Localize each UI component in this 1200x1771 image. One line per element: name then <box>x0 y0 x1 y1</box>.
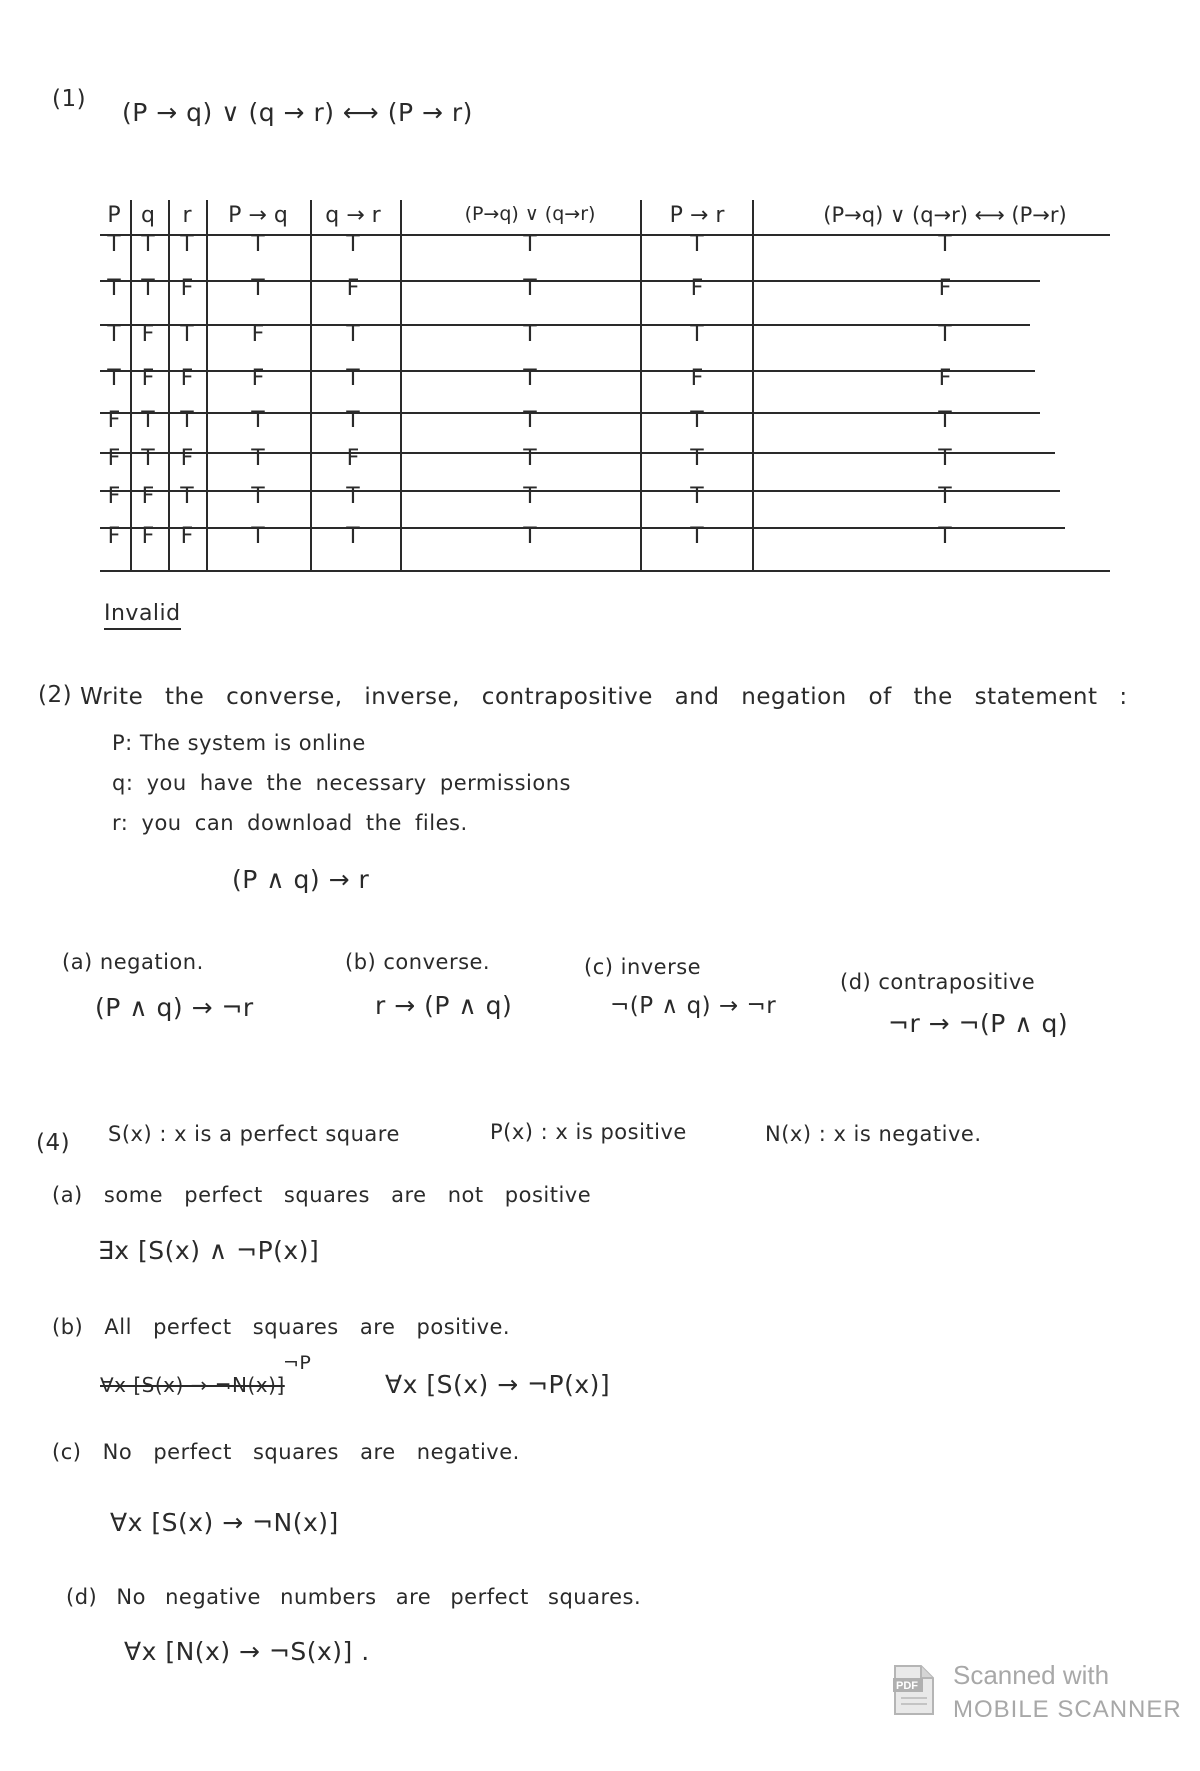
table-cell: T <box>523 524 537 549</box>
table-cell: F <box>141 524 155 549</box>
truth-table <box>100 200 1110 585</box>
table-cell: T <box>346 366 360 391</box>
question-4-number: (4) <box>36 1130 71 1156</box>
row-rule <box>100 370 1035 372</box>
table-cell: F <box>107 524 121 549</box>
part-4c-expression: ∀x [S(x) → ¬N(x)] <box>110 1508 339 1537</box>
table-cell: T <box>107 322 121 347</box>
column-divider <box>130 200 132 572</box>
question-1-number: (1) <box>52 86 87 112</box>
table-header-r: r <box>182 203 192 228</box>
table-header-p-implies-r: P → r <box>669 203 725 228</box>
table-cell: T <box>523 408 537 433</box>
question-2-number: (2) <box>38 682 73 708</box>
table-cell: T <box>251 408 265 433</box>
table-cell: F <box>180 276 194 301</box>
table-cell: T <box>346 524 360 549</box>
definition-q: q: you have the necessary permissions <box>112 771 571 795</box>
table-header-q: q <box>141 203 155 228</box>
table-cell: T <box>523 484 537 509</box>
row-rule <box>100 452 1055 454</box>
part-4c-text: (c) No perfect squares are negative. <box>52 1440 520 1464</box>
table-cell: T <box>690 446 704 471</box>
table-cell: T <box>251 446 265 471</box>
table-cell: T <box>523 276 537 301</box>
part-a-expression: (P ∧ q) → ¬r <box>95 993 254 1022</box>
table-cell: T <box>690 524 704 549</box>
table-cell: F <box>107 408 121 433</box>
part-b-label: (b) converse. <box>345 950 491 974</box>
table-cell: T <box>938 446 952 471</box>
definition-p-of-x: P(x) : x is positive <box>490 1120 687 1144</box>
table-cell: T <box>346 408 360 433</box>
part-a-label: (a) negation. <box>62 950 204 974</box>
table-cell: F <box>251 366 265 391</box>
table-cell: T <box>251 484 265 509</box>
row-rule <box>100 280 1040 282</box>
table-cell: T <box>180 484 194 509</box>
column-divider <box>752 200 754 572</box>
table-header-biconditional: (P→q) ∨ (q→r) ⟷ (P→r) <box>823 203 1067 227</box>
table-cell: T <box>523 446 537 471</box>
table-cell: T <box>141 232 155 257</box>
part-d-expression: ¬r → ¬(P ∧ q) <box>888 1009 1069 1038</box>
definition-p: P: The system is online <box>112 731 366 755</box>
table-header-p: P <box>107 203 121 228</box>
watermark-line-2: MOBILE SCANNER <box>953 1696 1182 1723</box>
table-cell: T <box>690 484 704 509</box>
table-cell: F <box>690 366 704 391</box>
compound-statement: (P ∧ q) → r <box>232 865 370 894</box>
table-cell: T <box>938 322 952 347</box>
table-header-p-implies-q: P → q <box>228 203 288 228</box>
table-cell: T <box>346 322 360 347</box>
table-cell: F <box>346 276 360 301</box>
table-header-q-implies-r: q → r <box>325 203 381 228</box>
bottom-rule <box>100 570 1110 572</box>
row-rule <box>100 412 1040 414</box>
table-cell: T <box>346 232 360 257</box>
part-4d-expression: ∀x [N(x) → ¬S(x)] . <box>124 1637 370 1666</box>
row-rule <box>100 324 1030 326</box>
definition-n-of-x: N(x) : x is negative. <box>765 1122 982 1146</box>
table-cell: T <box>346 484 360 509</box>
table-cell: F <box>107 484 121 509</box>
row-rule <box>100 490 1060 492</box>
watermark-line-1: Scanned with <box>953 1660 1110 1690</box>
table-cell: T <box>690 322 704 347</box>
part-4b-expression: ∀x [S(x) → ¬P(x)] <box>385 1370 611 1399</box>
part-4d-text: (d) No negative numbers are perfect squares. <box>66 1585 642 1609</box>
column-divider <box>206 200 208 572</box>
table-cell: F <box>141 484 155 509</box>
table-cell: T <box>251 276 265 301</box>
part-c-expression: ¬(P ∧ q) → ¬r <box>610 993 777 1019</box>
table-cell: T <box>180 322 194 347</box>
table-cell: T <box>107 276 121 301</box>
pdf-icon-label: PDF <box>896 1680 918 1692</box>
column-divider <box>400 200 402 572</box>
table-cell: F <box>180 366 194 391</box>
table-cell: T <box>938 484 952 509</box>
table-cell: T <box>938 232 952 257</box>
table-cell: F <box>180 446 194 471</box>
table-cell: T <box>141 408 155 433</box>
definition-r: r: you can download the files. <box>112 811 468 835</box>
table-header-disjunction: (P→q) ∨ (q→r) <box>464 203 596 225</box>
table-cell: F <box>251 322 265 347</box>
part-4b-struck-expression: ∀x [S(x) → ¬N(x)] <box>100 1373 285 1397</box>
pdf-document-icon <box>893 1664 935 1716</box>
table-cell: T <box>690 232 704 257</box>
table-cell: T <box>523 232 537 257</box>
table-cell: T <box>180 232 194 257</box>
definition-s-of-x: S(x) : x is a perfect square <box>108 1122 400 1146</box>
table-cell: T <box>251 232 265 257</box>
table-cell: T <box>523 366 537 391</box>
part-b-expression: r → (P ∧ q) <box>375 991 513 1020</box>
verdict-label: Invalid <box>104 601 181 630</box>
table-cell: T <box>938 524 952 549</box>
table-cell: F <box>938 276 952 301</box>
table-cell: T <box>107 232 121 257</box>
row-rule <box>100 527 1065 529</box>
table-cell: T <box>180 408 194 433</box>
column-divider <box>168 200 170 572</box>
table-cell: T <box>938 408 952 433</box>
table-cell: F <box>141 322 155 347</box>
part-4a-expression: ∃x [S(x) ∧ ¬P(x)] <box>98 1236 320 1265</box>
column-divider <box>640 200 642 572</box>
part-4a-text: (a) some perfect squares are not positive <box>52 1183 592 1207</box>
table-cell: F <box>346 446 360 471</box>
part-4b-text: (b) All perfect squares are positive. <box>52 1315 511 1339</box>
table-cell: T <box>523 322 537 347</box>
table-cell: F <box>107 446 121 471</box>
table-cell: F <box>938 366 952 391</box>
part-c-label: (c) inverse <box>584 955 702 979</box>
part-4b-insertion: ¬P <box>283 1352 312 1374</box>
table-cell: T <box>690 408 704 433</box>
question-2-prompt: Write the converse, inverse, contrapositive and negation of the statement : <box>80 684 1128 710</box>
table-cell: T <box>141 446 155 471</box>
table-cell: F <box>141 366 155 391</box>
question-1-expression: (P → q) ∨ (q → r) ⟷ (P → r) <box>122 98 473 127</box>
table-cell: F <box>180 524 194 549</box>
column-divider <box>310 200 312 572</box>
part-d-label: (d) contrapositive <box>840 970 1036 994</box>
table-cell: T <box>251 524 265 549</box>
table-cell: T <box>107 366 121 391</box>
table-cell: T <box>141 276 155 301</box>
table-cell: F <box>690 276 704 301</box>
